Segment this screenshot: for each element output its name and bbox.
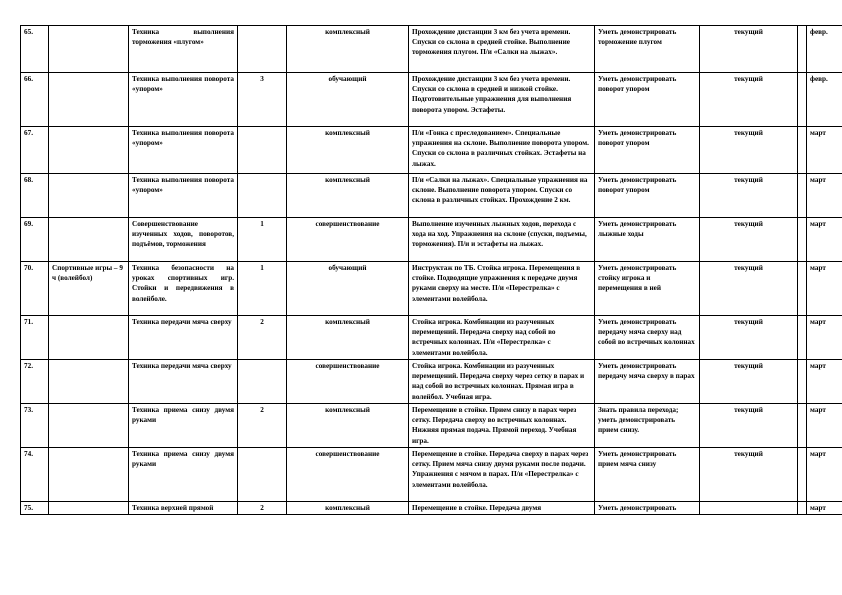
lesson-topic: Техника выполнения поворота «упором» xyxy=(129,127,238,174)
lesson-content: Прохождение дистанции 3 км без учета времени. Спуски со склона в средней стойке. Выполнение торможения плугом. П/и «Салки на лыжах». xyxy=(409,26,595,73)
empty-cell xyxy=(798,73,807,127)
table-row xyxy=(21,174,842,218)
section-title xyxy=(49,316,129,360)
table-row xyxy=(21,404,842,448)
empty-cell xyxy=(798,174,807,218)
control-type: текущий xyxy=(700,316,798,360)
lesson-topic: Техника передачи мяча сверху xyxy=(129,316,238,360)
lesson-date: март xyxy=(807,404,842,448)
hours-count xyxy=(238,174,287,218)
lesson-date: март xyxy=(807,502,842,515)
lesson-content: Перемещение в стойке. Передача двумя xyxy=(409,502,595,515)
hours-count xyxy=(238,26,287,73)
lesson-date: март xyxy=(807,174,842,218)
lesson-date: февр. xyxy=(807,26,842,73)
learning-requirements: Уметь демонстрировать прием мяча снизу xyxy=(595,448,700,502)
lesson-date: март xyxy=(807,127,842,174)
lesson-type: комплексный xyxy=(287,174,409,218)
lesson-type: совершенствование xyxy=(287,448,409,502)
lesson-number: 73. xyxy=(21,404,49,448)
lesson-topic: Совершенствование изученных ходов, поворотов, подъёмов, торможения xyxy=(129,218,238,262)
lesson-content: П/и «Салки на лыжах». Специальные упражнения на склоне. Выполнение поворота упором. Спуски со склона в различных стойках. Прохождение 2 км. xyxy=(409,174,595,218)
section-title xyxy=(49,502,129,515)
lesson-type: комплексный xyxy=(287,26,409,73)
empty-cell xyxy=(798,127,807,174)
lesson-content: П/и «Гонка с преследованием». Специальные упражнения на склоне. Выполнение поворота упором. Спуски со склона в различных стойках. Эстафеты на лыжах. xyxy=(409,127,595,174)
lesson-number: 65. xyxy=(21,26,49,73)
lesson-content: Перемещение в стойке. Передача сверху в парах через сетку. Прием мяча снизу двумя руками после подачи. Упражнения с мячом в парах. П/и «Перестрелка» с элементами волейбола. xyxy=(409,448,595,502)
lesson-content: Выполнение изученных лыжных ходов, перехода с хода на ход. Упражнения на склоне (спуски, подъемы, торможения). П/и и эстафеты на лыжах. xyxy=(409,218,595,262)
lesson-date: март xyxy=(807,448,842,502)
control-type: текущий xyxy=(700,26,798,73)
section-title xyxy=(49,360,129,404)
table-row xyxy=(21,262,842,316)
lesson-number: 70. xyxy=(21,262,49,316)
control-type: текущий xyxy=(700,174,798,218)
table-row xyxy=(21,127,842,174)
hours-count: 1 xyxy=(238,262,287,316)
hours-count: 1 xyxy=(238,218,287,262)
hours-count: 2 xyxy=(238,404,287,448)
lesson-content: Стойка игрока. Комбинации из разученных перемещений. Передача сверху через сетку в парах и над собой во встречных колоннах. Прямая игра в волейбол. Учебная игра. xyxy=(409,360,595,404)
learning-requirements: Уметь демонстрировать поворот упором xyxy=(595,127,700,174)
section-title xyxy=(49,448,129,502)
lesson-content: Перемещение в стойке. Прием снизу в парах через сетку. Передача сверху во встречных колоннах. Нижняя прямая подача. Прямой переход. Учебная игра. xyxy=(409,404,595,448)
empty-cell xyxy=(798,316,807,360)
lesson-number: 75. xyxy=(21,502,49,515)
lesson-topic: Техника выполнения торможения «плугом» xyxy=(129,26,238,73)
table-row xyxy=(21,73,842,127)
section-title: Спортивные игры – 9 ч (волейбол) xyxy=(49,262,129,316)
hours-count: 2 xyxy=(238,316,287,360)
lesson-type: комплексный xyxy=(287,502,409,515)
control-type xyxy=(700,502,798,515)
hours-count xyxy=(238,127,287,174)
empty-cell xyxy=(798,218,807,262)
empty-cell xyxy=(798,502,807,515)
empty-cell xyxy=(798,360,807,404)
lesson-type: обучающий xyxy=(287,262,409,316)
lesson-type: комплексный xyxy=(287,127,409,174)
hours-count xyxy=(238,448,287,502)
lesson-topic: Техника безопасности на уроках спортивных игр. Стойки и передвижения в волейболе. xyxy=(129,262,238,316)
lesson-date: март xyxy=(807,360,842,404)
learning-requirements: Уметь демонстрировать поворот упором xyxy=(595,73,700,127)
lesson-date: март xyxy=(807,316,842,360)
lesson-number: 72. xyxy=(21,360,49,404)
lesson-content: Инструктаж по ТБ. Стойка игрока. Перемещения в стойке. Подводящие упражнения к передаче двумя руками сверху на месте. П/и «Перестрелка» с элементами волейбола. xyxy=(409,262,595,316)
lesson-date: февр. xyxy=(807,73,842,127)
hours-count xyxy=(238,360,287,404)
table-row xyxy=(21,316,842,360)
lesson-number: 67. xyxy=(21,127,49,174)
hours-count: 3 xyxy=(238,73,287,127)
table-row xyxy=(21,448,842,502)
section-title xyxy=(49,127,129,174)
section-title xyxy=(49,26,129,73)
section-title xyxy=(49,174,129,218)
lesson-type: совершенствование xyxy=(287,218,409,262)
control-type: текущий xyxy=(700,73,798,127)
learning-requirements: Знать правила перехода; уметь демонстрировать прием снизу. xyxy=(595,404,700,448)
lesson-content: Стойка игрока. Комбинации из разученных перемещений. Передача сверху над собой во встречных колоннах. П/и «Перестрелка» с элементами волейбола. xyxy=(409,316,595,360)
lesson-date: март xyxy=(807,218,842,262)
lesson-date: март xyxy=(807,262,842,316)
learning-requirements: Уметь демонстрировать передачу мяча сверху над собой во встречных колоннах xyxy=(595,316,700,360)
empty-cell xyxy=(798,26,807,73)
table-row xyxy=(21,218,842,262)
learning-requirements: Уметь демонстрировать передачу мяча сверху в парах xyxy=(595,360,700,404)
learning-requirements: Уметь демонстрировать стойку игрока и перемещения в ней xyxy=(595,262,700,316)
lesson-content: Прохождение дистанции 3 км без учета времени. Спуски со склона в средней и низкой стойке. Подготовительные упражнения для выполнения поворота упором. Эстафеты. xyxy=(409,73,595,127)
learning-requirements: Уметь демонстрировать xyxy=(595,502,700,515)
control-type: текущий xyxy=(700,218,798,262)
learning-requirements: Уметь демонстрировать лыжные ходы xyxy=(595,218,700,262)
lesson-number: 71. xyxy=(21,316,49,360)
lesson-number: 69. xyxy=(21,218,49,262)
lesson-topic: Техника приема снизу двумя руками xyxy=(129,404,238,448)
lesson-type: комплексный xyxy=(287,404,409,448)
empty-cell xyxy=(798,404,807,448)
lesson-type: совершенствование xyxy=(287,360,409,404)
control-type: текущий xyxy=(700,127,798,174)
table-row xyxy=(21,360,842,404)
lesson-type: обучающий xyxy=(287,73,409,127)
empty-cell xyxy=(798,448,807,502)
lesson-plan-sheet xyxy=(20,25,828,515)
table-row xyxy=(21,26,842,73)
lesson-topic: Техника передачи мяча сверху xyxy=(129,360,238,404)
lesson-plan-table xyxy=(20,25,842,515)
section-title xyxy=(49,73,129,127)
lesson-number: 66. xyxy=(21,73,49,127)
section-title xyxy=(49,218,129,262)
control-type: текущий xyxy=(700,448,798,502)
section-title xyxy=(49,404,129,448)
learning-requirements: Уметь демонстрировать поворот упором xyxy=(595,174,700,218)
learning-requirements: Уметь демонстрировать торможение плугом xyxy=(595,26,700,73)
control-type: текущий xyxy=(700,360,798,404)
lesson-number: 68. xyxy=(21,174,49,218)
lesson-topic: Техника приема снизу двумя руками xyxy=(129,448,238,502)
empty-cell xyxy=(798,262,807,316)
lesson-topic: Техника выполнения поворота «упором» xyxy=(129,174,238,218)
hours-count: 2 xyxy=(238,502,287,515)
lesson-number: 74. xyxy=(21,448,49,502)
lesson-topic: Техника выполнения поворота «упором» xyxy=(129,73,238,127)
control-type: текущий xyxy=(700,262,798,316)
control-type: текущий xyxy=(700,404,798,448)
lesson-type: комплексный xyxy=(287,316,409,360)
table-row xyxy=(21,502,842,515)
lesson-topic: Техника верхней прямой xyxy=(129,502,238,515)
